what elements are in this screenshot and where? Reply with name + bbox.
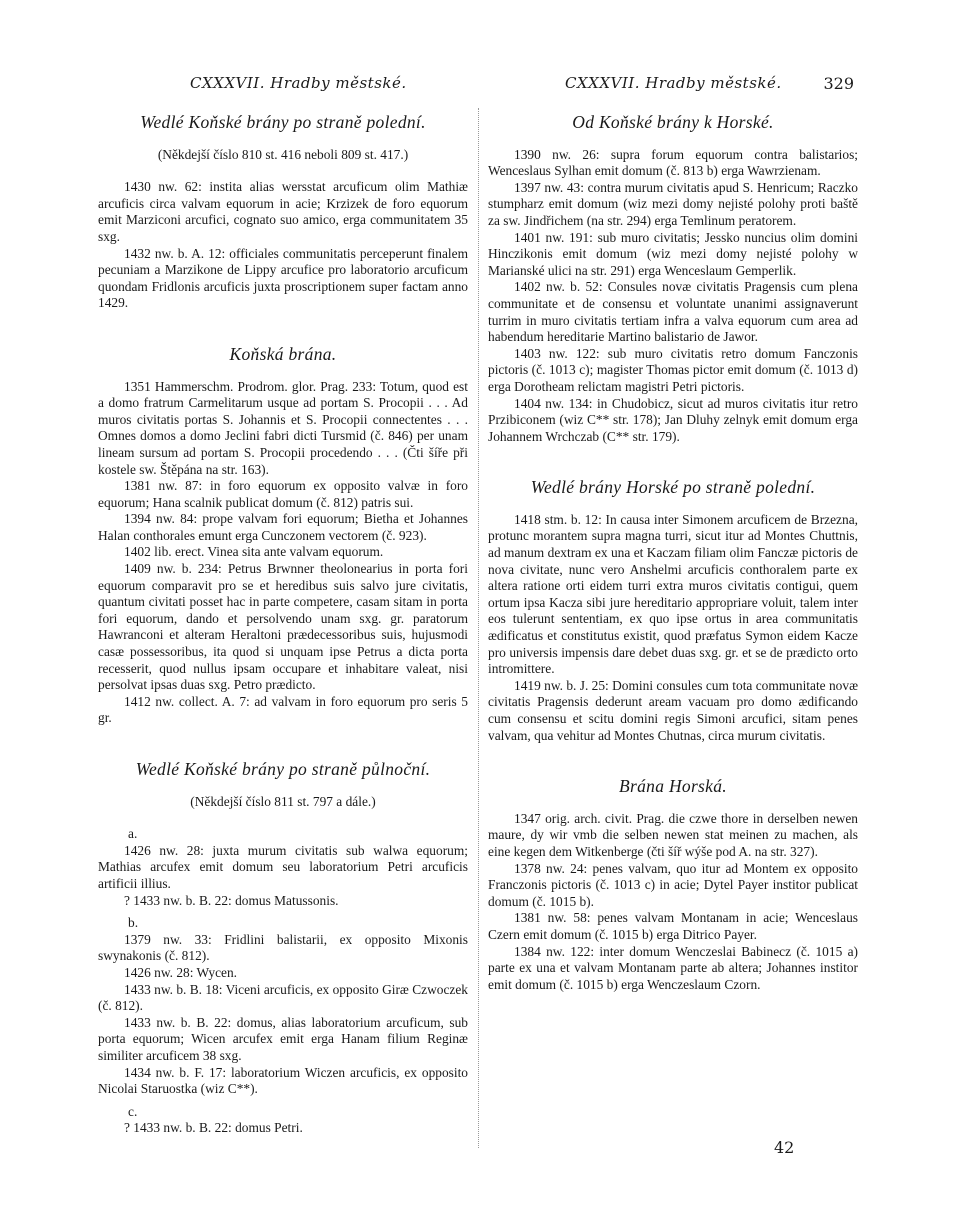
section-subtitle: (Někdejší číslo 811 st. 797 a dále.): [190, 793, 376, 809]
section-title: Wedlé Koňské brány po straně polední.: [140, 112, 426, 132]
entry: 1381 nw. 58: penes valvam Montanam in acie; Wenceslaus Czern emit domum (č. 1015 b) erga Ditrico Payer.: [488, 910, 858, 942]
entry: 1378 nw. 24: penes valvam, quo itur ad Montem ex opposito Franczonis pictoris (č. 1013 c) in acie; Dytel Payer institor publicat domum (č. 1015 b).: [488, 860, 858, 909]
entry: 1379 nw. 33: Fridlini balistarii, ex opposito Mixonis swynakonis (č. 812).: [98, 931, 468, 964]
entry: 1432 nw. b. A. 12: officiales communitatis perceperunt finalem pecuniam a Marzikone de Lippy arcufice pro laboratorio arcuficum quondam Fridlonis arcuficis juxta proscriptionem super factam anno 1429.: [98, 245, 468, 311]
entry: 1384 nw. 122: inter domum Wenczeslai Babinecz (č. 1015 a) parte ex una et valvam Montanam parte ab altera; Johannes institor emit domum (č. 1015 b) erga Wenczeslaum Czorn.: [488, 943, 858, 992]
page-number: 329: [823, 74, 854, 93]
entry: 1430 nw. 62: instita alias wersstat arcuficum olim Mathiæ arcuficis circa valvam equorum in acie; Krzizek de foro equorum emit Marziconi arcufici, cognato suo amico, erga communitatem 35 sxg.: [98, 179, 468, 244]
section-title: Od Koňské brány k Horské.: [572, 112, 774, 132]
entry: 1418 stm. b. 12: In causa inter Simonem arcuficem de Brzezna, protunc morantem supra magna turri, sicut itur ad Montes Chuttnis, ad manum dextram ex una et Kaczam filiam olim Fanczæ pictoris de nova civitate, nunc vero Anshelmi arcuficis conthoralem parte ex altera ratione orti eidem turri extra muros civitatis contigui, quem ortum ipsa Kacza sibi jure hereditario appropriare voluit, talem inter eos tulerunt sententiam, ex quo ipse ortus in area communitatis ædificatus et constitutus existit, quod præfatus Symon eidem Kacze pro universis impensis dare debet duas sxg. gr. et se de prædicto orto intromittere.: [488, 511, 858, 677]
entry: 1433 nw. b. B. 22: domus, alias laboratorium arcuficum, sub porta equorum; Wicen arcufex emit erga Hanam filium Reginæ similiter arcuficem 38 sxg.: [98, 1014, 468, 1063]
section-title: Brána Horská.: [619, 776, 727, 797]
signature-mark: 42: [774, 1138, 795, 1157]
entry: 1347 orig. arch. civit. Prag. die czwe thore in derselben newen maure, dy wir vmb die selben newen stat meinen zu machen, als eine kegen dem Witkenberge (čti šíř wýše pod A. na str. 327).: [488, 810, 858, 859]
entry: 1409 nw. b. 234: Petrus Brwnner theolonearius in porta fori equorum comparavit pro se et heredibus suis salvo jure civitatis, quantum civitati posset hac in parte competere, casam sitam in porta fori equorum, dando et persolvendo unam sxg. gr. paratorum Hawranconi et alteram Heraltoni prædecessoribus suis, hujusmodi casæ possessoribus, ita quod si unquam ipse Petrus a dicta porta recesserit, quod nullus ipsam occupare et inhabitare valeat, nisi persolvat ipsas duas sxg. Petro prædicto.: [98, 561, 468, 693]
entry: 1381 nw. 87: in foro equorum ex opposito valvæ in foro equorum; Hana scalnik publicat domum (č. 812) patris sui.: [98, 478, 468, 510]
section-title: Wedlé brány Horské po straně polední.: [530, 477, 816, 498]
entry: 1404 nw. 134: in Chudobicz, sicut ad muros civitatis itur retro Przibiconem (wiz C** str. 178); Jan Dluhy zelnyk emit domum erga Johannem Wrchczab (C** str. 179).: [488, 395, 858, 444]
section-subtitle: (Někdejší číslo 810 st. 416 neboli 809 st. 417.): [157, 146, 409, 162]
entry: 1403 nw. 122: sub muro civitatis retro domum Fanczonis pictoris (č. 1013 c); magister Thomas pictor emit domum (č. 1013 d) erga Dorotheam relictam magistri Petri pictoris.: [488, 345, 858, 394]
running-head-left: CXXXVII. Hradby městské.: [190, 74, 407, 92]
running-head-right: CXXXVII. Hradby městské.: [565, 74, 782, 92]
entry: 1402 lib. erect. Vinea sita ante valvam equorum.: [124, 544, 384, 560]
entry: ? 1433 nw. b. B. 22: domus Matussonis.: [124, 892, 339, 908]
entry: ? 1433 nw. b. B. 22: domus Petri.: [124, 1120, 303, 1136]
section-title: Wedlé Koňské brány po straně půlnoční.: [135, 759, 431, 779]
entry: 1426 nw. 28: Wycen.: [124, 964, 237, 980]
left-column: [98, 108, 468, 1137]
entry: 1434 nw. b. F. 17: laboratorium Wiczen arcuficis, ex opposito Nicolai Staruostka (wiz C**).: [98, 1064, 468, 1097]
section-title: Koňská brána.: [229, 343, 337, 364]
entry: 1394 nw. 84: prope valvam fori equorum; Bietha et Johannes Halan conthorales emunt erga Cunczonem vectorem (č. 923).: [98, 511, 468, 543]
entry: 1426 nw. 28: juxta murum civitatis sub walwa equorum; Mathias arcufex emit domum seu laboratorium Petri arcuficis artificii illius.: [98, 842, 468, 891]
entry: 1433 nw. b. B. 18: Viceni arcuficis, ex opposito Giræ Czwoczek (č. 812).: [98, 981, 468, 1014]
entry: 1351 Hammerschm. Prodrom. glor. Prag. 233: Totum, quod est a domo fratrum Carmelitarum usque ad portam S. Procopii . . . Ad muros civitatis portas S. Johannis et S. Procopii connectentes . . . Omnes domos a domo Jeclini fabri dicti Tursmid (č. 846) per unam lineam sursum ad portam S. Procopii procedendo . . . (Čti šíře při kostele sw. Štěpána na str. 163).: [98, 378, 468, 477]
entry: 1390 nw. 26: supra forum equorum contra balistarios; Wenceslaus Sylhan emit domum (č. 813 b) erga Wawrzienam.: [488, 146, 858, 179]
entry: 1401 nw. 191: sub muro civitatis; Jessko nuncius olim domini Hinczikonis emit domum (wiz mezi domy nejisté polohy w Marianské ulici na str. 291) erga Wenceslaum Gemperlik.: [488, 229, 858, 278]
subsection-letter: a.: [128, 826, 138, 842]
entry: 1419 nw. b. J. 25: Domini consules cum tota communitate novæ civitatis Pragensis dederunt aream vacuam pro domo ædificando cum consensu et scitu domini regis Simoni arcufici, sitam penes valvam, qua vehitur ad Montes Chutnas, circa murum civitatis.: [488, 677, 858, 743]
column-divider: [478, 108, 479, 1148]
entry: 1412 nw. collect. A. 7: ad valvam in foro equorum pro seris 5 gr.: [98, 693, 468, 726]
entry: 1402 nw. b. 52: Consules novæ civitatis Pragensis cum plena communitate et de consensu et voluntate unanimi assignaverunt turrim in muro civitatis tertiam infra a valva equorum cum area ad habendum hereditarie Martino balistario de Jawor.: [488, 279, 858, 345]
subsection-letter: c.: [128, 1103, 138, 1119]
right-column: [488, 108, 858, 993]
entry: 1397 nw. 43: contra murum civitatis apud S. Henricum; Raczko stumpharz emit domum (wiz mezi domy nejisté polohy proti baště za sw. Jindřichem (na str. 294) erga Temlinum peratorem.: [488, 179, 858, 228]
subsection-letter: b.: [128, 915, 139, 931]
